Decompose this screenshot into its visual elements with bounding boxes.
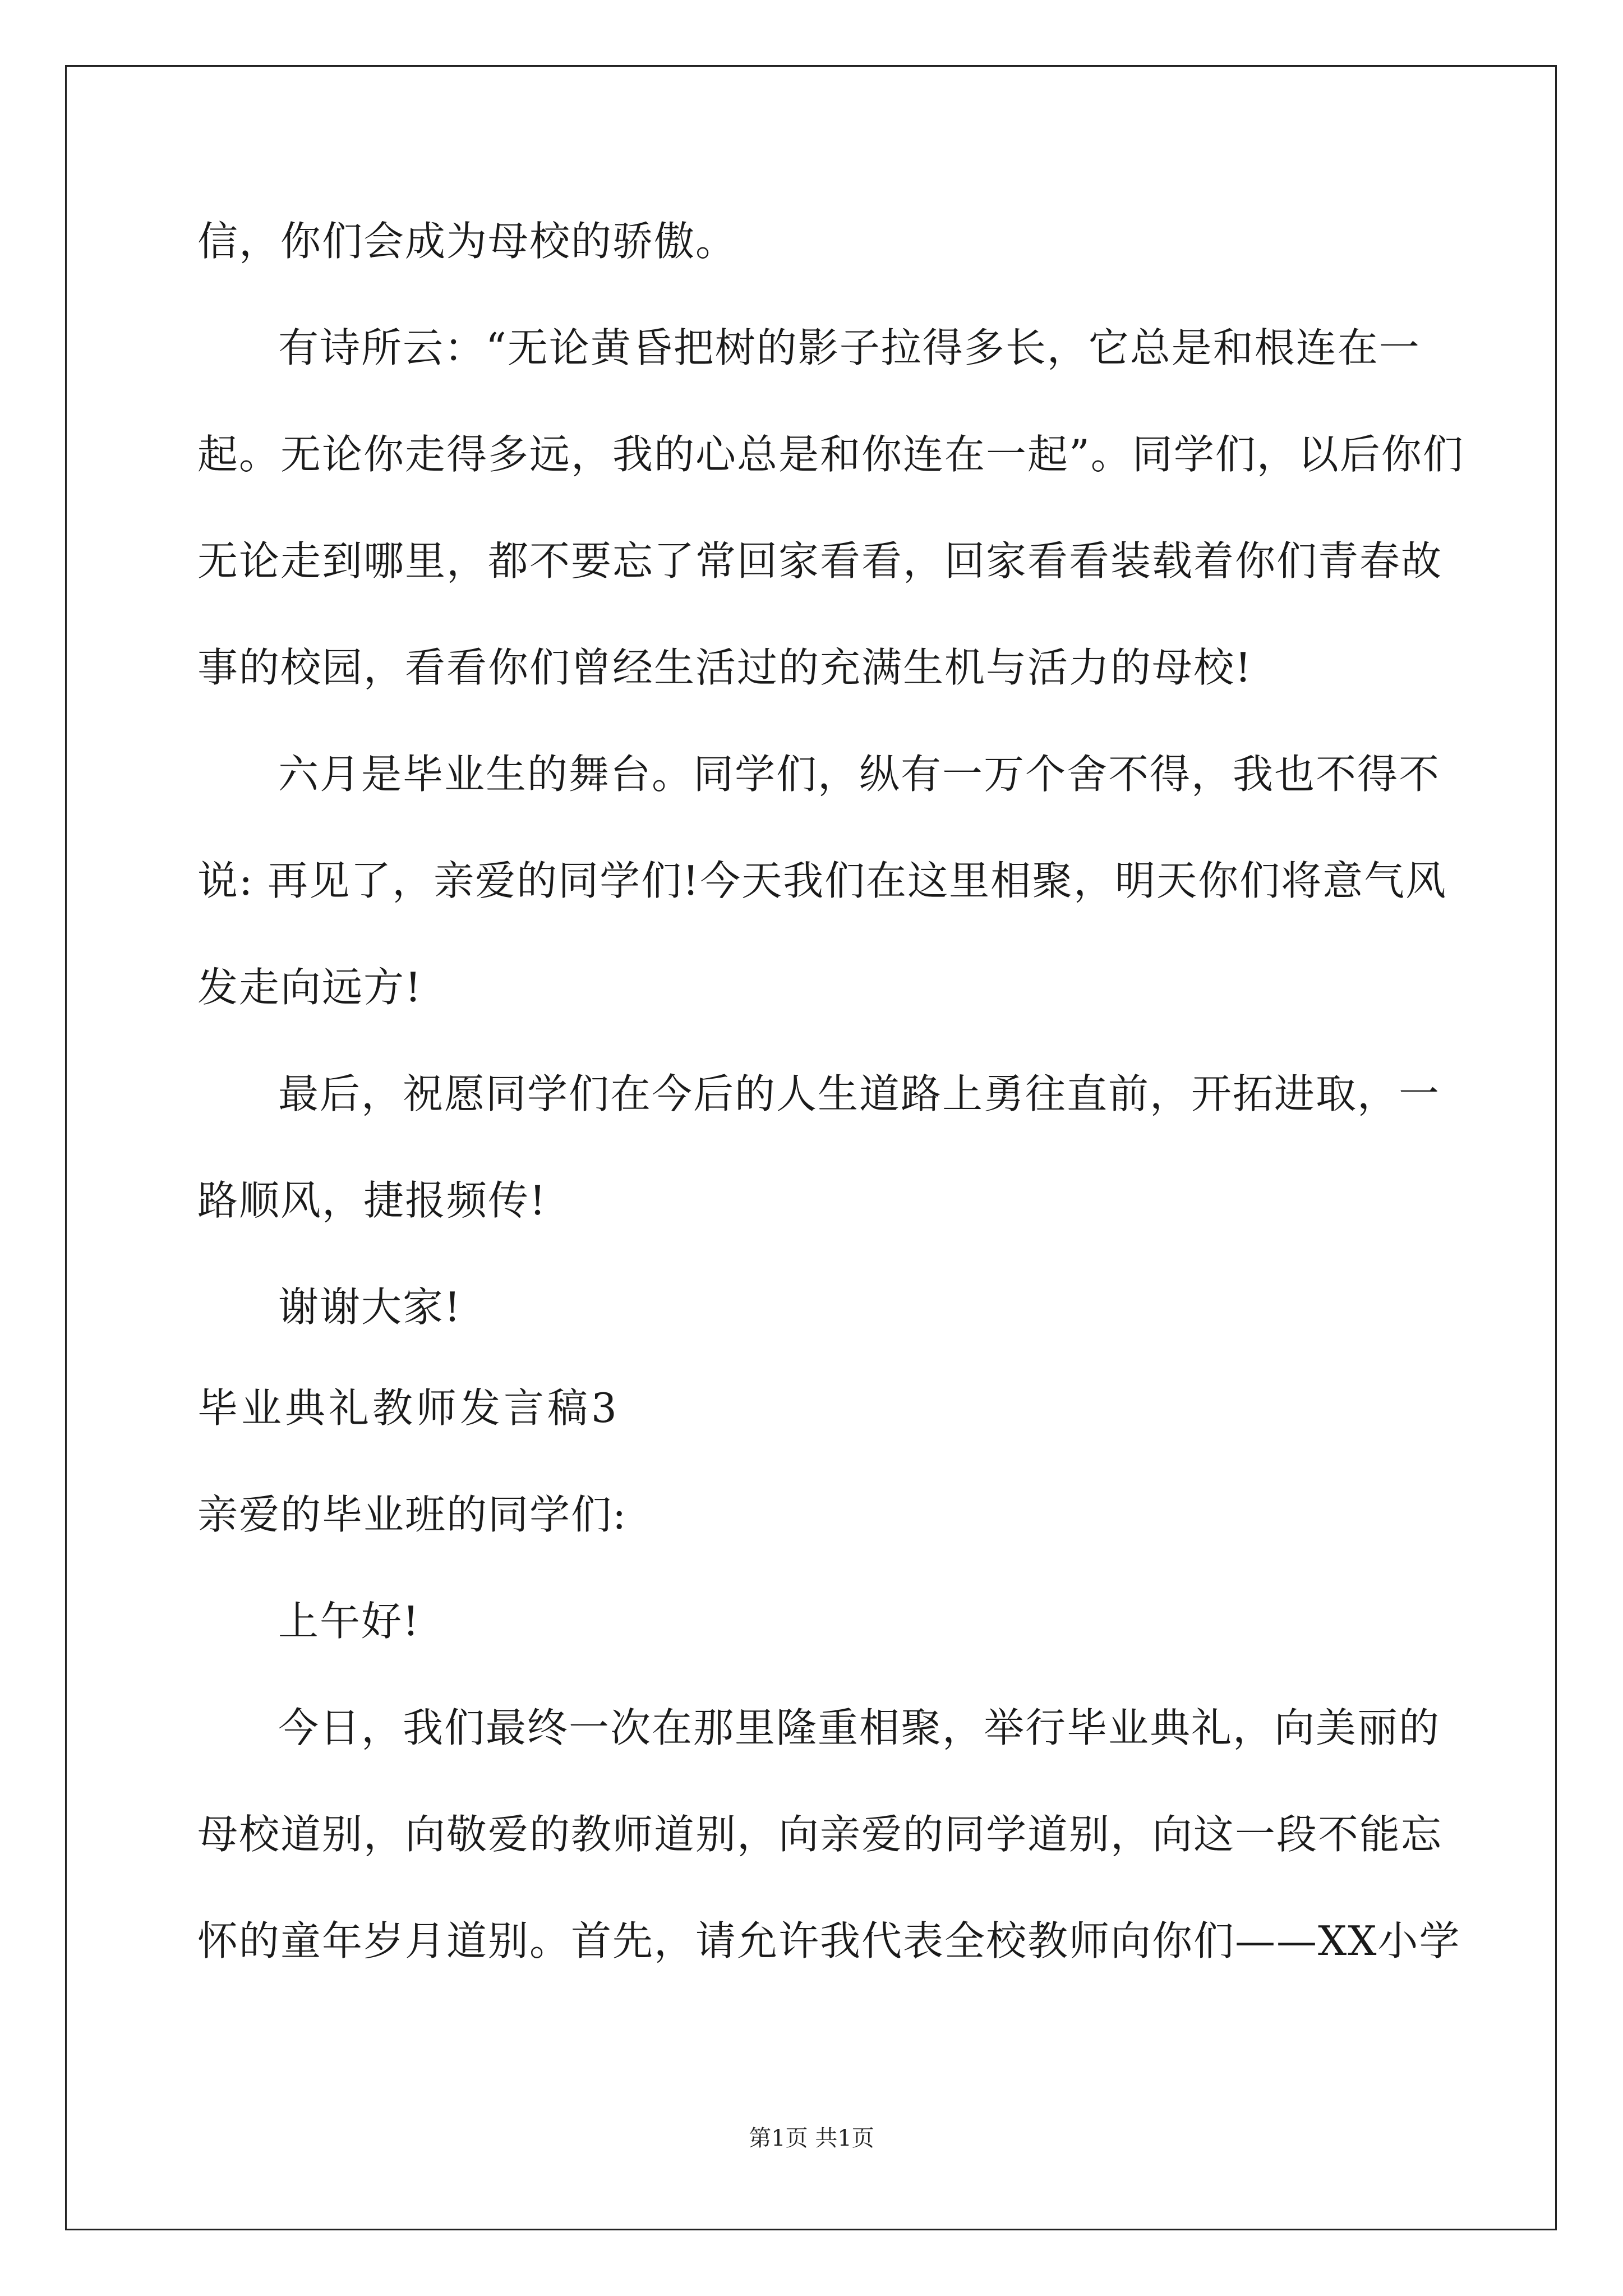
body-line: 事的校园，看看你们曾经生活过的充满生机与活力的母校!	[197, 644, 1252, 691]
body-line: 无论走到哪里，都不要忘了常回家看看，回家看看装载着你们青春故	[197, 537, 1443, 585]
paragraph-start-line: 今日，我们最终一次在那里隆重相聚，举行毕业典礼，向美丽的	[278, 1704, 1441, 1751]
body-line: 怀的童年岁月道别。首先，请允许我代表全校教师向你们——XX小学	[197, 1917, 1461, 1964]
greeting-line: 上午好!	[278, 1598, 420, 1645]
paragraph-start-line: 有诗所云：“无论黄昏把树的影子拉得多长，它总是和根连在一	[278, 324, 1421, 371]
salutation-line: 亲爱的毕业班的同学们:	[197, 1491, 628, 1538]
paragraph-start-line: 最后，祝愿同学们在今后的人生道路上勇往直前，开拓进取，一	[278, 1070, 1441, 1117]
body-line: 路顺风，捷报频传!	[197, 1177, 547, 1224]
page-border	[65, 65, 1557, 2230]
body-line: 发走向远方!	[197, 964, 422, 1011]
body-line: 起。无论你走得多远，我的心总是和你连在一起”。同学们，以后你们	[197, 431, 1464, 478]
paragraph-start-line: 谢谢大家!	[278, 1283, 462, 1331]
body-line: 说: 再见了，亲爱的同学们!今天我们在这里相聚，明天你们将意气风	[197, 857, 1447, 904]
body-line: 母校道别，向敬爱的教师道别，向亲爱的同学道别，向这一段不能忘	[197, 1811, 1443, 1858]
body-line: 信，你们会成为母校的骄傲。	[197, 218, 737, 265]
page-number-footer: 第1页 共1页	[749, 2125, 874, 2151]
section-heading: 毕业典礼教师发言稿3	[197, 1384, 620, 1432]
paragraph-start-line: 六月是毕业生的舞台。同学们，纵有一万个舍不得，我也不得不	[278, 751, 1441, 798]
